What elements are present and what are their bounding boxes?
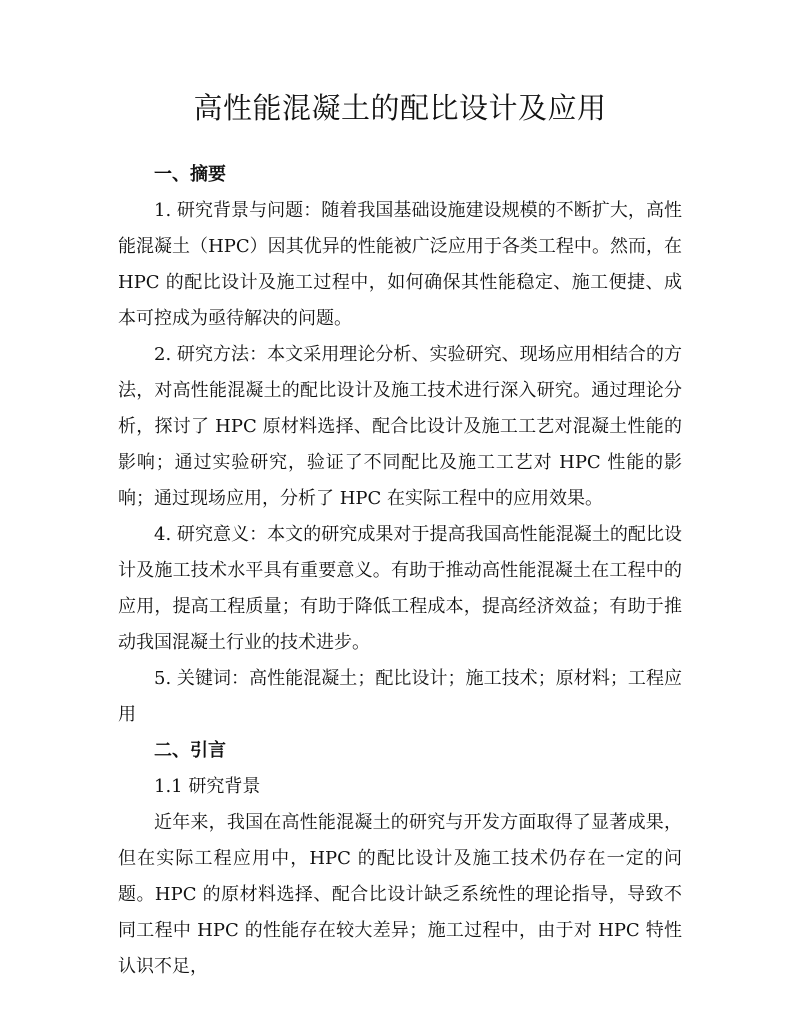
document-title: 高性能混凝土的配比设计及应用 bbox=[193, 91, 607, 125]
abstract-paragraph-significance: 4. 研究意义：本文的研究成果对于提高我国高性能混凝土的配比设计及施工技术水平具有重要意义。有助于推动高性能混凝土在工程中的应用，提高工程质量；有助于降低工程成本，提高经济效益；有助于推动我国混凝土行业的技术进步。 bbox=[118, 524, 682, 653]
abstract-paragraph-methods: 2. 研究方法：本文采用理论分析、实验研究、现场应用相结合的方法，对高性能混凝土的配比设计及施工技术进行深入研究。通过理论分析，探讨了 HPC 原材料选择、配合比设计及施工工艺对混凝土性能的影响；通过实验研究，验证了不同配比及施工工艺对 HPC 性能的影响；通过现场应用，分析了 HPC 在实际工程中的应用效果。 bbox=[118, 344, 682, 509]
section-heading-abstract: 一、摘要 bbox=[154, 164, 226, 185]
abstract-paragraph-background: 1. 研究背景与问题：随着我国基础设施建设规模的不断扩大，高性能混凝土（HPC）因其优异的性能被广泛应用于各类工程中。然而，在 HPC 的配比设计及施工过程中，如何确保其性能稳定、施工便捷、成本可控成为亟待解决的问题。 bbox=[118, 200, 682, 329]
abstract-paragraph-keywords: 5. 关键词：高性能混凝土；配比设计；施工技术；原材料；工程应用 bbox=[118, 668, 682, 725]
section-heading-introduction: 二、引言 bbox=[154, 740, 226, 761]
introduction-paragraph: 近年来，我国在高性能混凝土的研究与开发方面取得了显著成果，但在实际工程应用中，HPC 的配比设计及施工技术仍存在一定的问题。HPC 的原材料选择、配合比设计缺乏系统性的理论指导，导致不同工程中 HPC 的性能存在较大差异；施工过程中，由于对 HPC 特性认识不足， bbox=[118, 812, 682, 977]
subsection-heading-background: 1.1 研究背景 bbox=[154, 776, 261, 797]
